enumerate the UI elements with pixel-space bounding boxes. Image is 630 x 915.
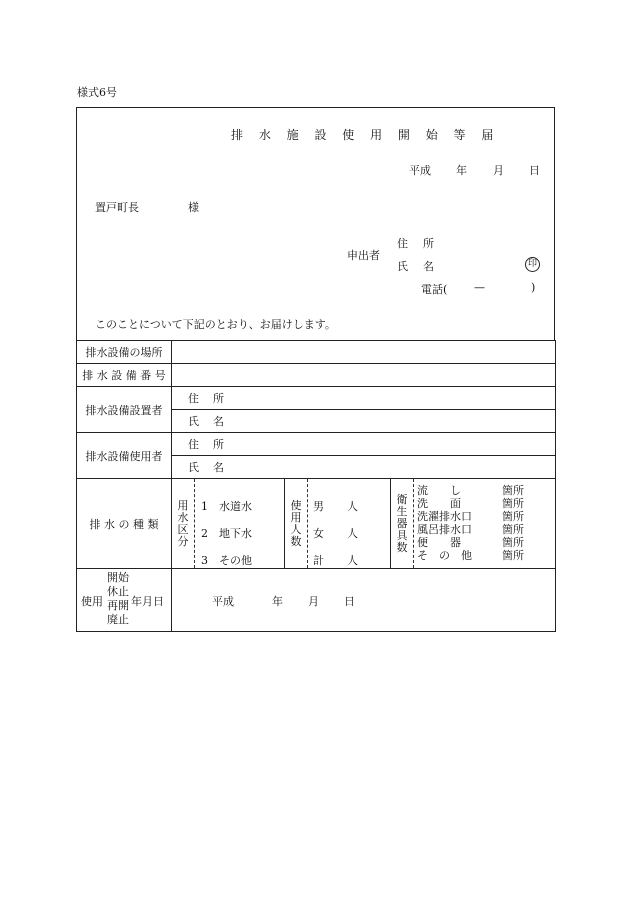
option-resume[interactable]: 再開	[107, 599, 129, 612]
applicant-name-label: 氏	[397, 260, 408, 273]
ul-3: 数	[290, 534, 302, 548]
use-date-label-cell	[77, 569, 172, 632]
fixture-label	[391, 479, 413, 568]
use-date-day: 日	[344, 595, 355, 608]
fl-0: 衛	[396, 492, 408, 506]
unit-place-3: 箇所	[502, 510, 524, 523]
unit-place-5: 箇所	[502, 536, 524, 549]
water-item-1[interactable]: 1 水道水	[201, 500, 252, 513]
fixture-other[interactable]: そ の 他	[417, 549, 472, 562]
divider-dashed-3	[413, 479, 414, 568]
user-address-field[interactable]	[172, 433, 556, 456]
users-female[interactable]: 女	[313, 527, 324, 540]
applicant-name-label-2: 名	[423, 260, 434, 273]
installer-address-field[interactable]	[172, 387, 556, 410]
tel-close: )	[531, 281, 536, 294]
option-abolish[interactable]: 廃止	[107, 613, 129, 626]
installer-addr-b: 所	[213, 392, 224, 405]
ul-2: 人	[290, 522, 302, 536]
installer-name-a: 氏	[188, 415, 199, 428]
kind-label: 排 水 の 種 類	[77, 479, 172, 569]
location-label: 排水設備の場所	[77, 341, 172, 364]
user-addr-b: 所	[213, 438, 224, 451]
date-era: 平成	[409, 164, 431, 177]
fl-3: 具	[396, 528, 408, 542]
wc-1: 水	[177, 510, 189, 524]
date-year: 年	[456, 164, 467, 177]
tel-label: 電話(	[421, 283, 448, 296]
row-location	[77, 341, 556, 364]
water-item-2[interactable]: 2 地下水	[201, 527, 252, 540]
ul-1: 用	[290, 510, 302, 524]
number-field[interactable]	[172, 364, 556, 387]
water-item-3[interactable]: 3 その他	[201, 554, 252, 567]
use-date-label-a: 使用	[81, 595, 103, 608]
fixture-bath[interactable]: 風呂排水口	[417, 523, 472, 536]
fl-4: 数	[396, 540, 408, 554]
divider-dashed-1	[194, 479, 195, 568]
wc-3: 分	[177, 534, 189, 548]
water-class-label	[172, 479, 194, 568]
use-date-month: 月	[308, 595, 319, 608]
row-kind	[77, 479, 556, 569]
unit-person-1: 人	[347, 500, 358, 513]
users-male[interactable]: 男	[313, 500, 324, 513]
form-title: 排 水 施 設 使 用 開 始 等 届	[231, 128, 500, 142]
fixture-toilet[interactable]: 便 器	[417, 536, 461, 549]
installer-name-b: 名	[213, 415, 224, 428]
installer-addr-a: 住	[188, 392, 199, 405]
unit-place-4: 箇所	[502, 523, 524, 536]
date-day: 日	[529, 164, 540, 177]
unit-place-1: 箇所	[502, 484, 524, 497]
users-total[interactable]: 計	[313, 554, 324, 567]
user-addr-a: 住	[188, 438, 199, 451]
use-date-year: 年	[272, 595, 283, 608]
addressee: 置戸町長	[95, 201, 139, 214]
details-table	[76, 340, 556, 632]
applicant-address-label: 住	[397, 237, 408, 250]
user-name-b: 名	[213, 461, 224, 474]
form-number: 様式6号	[77, 86, 117, 99]
fixture-sink[interactable]: 流 し	[417, 484, 461, 497]
row-use-date	[77, 569, 556, 632]
tel-dash: —	[474, 281, 485, 294]
row-installer-address	[77, 387, 556, 410]
user-name-field[interactable]	[172, 456, 556, 479]
unit-person-3: 人	[347, 554, 358, 567]
use-date-options	[105, 571, 131, 627]
unit-place-6: 箇所	[502, 549, 524, 562]
divider-dashed-2	[307, 479, 308, 568]
kind-cell	[172, 479, 556, 569]
row-user-address	[77, 433, 556, 456]
location-field[interactable]	[172, 341, 556, 364]
user-name-a: 氏	[188, 461, 199, 474]
wc-0: 用	[177, 498, 189, 512]
ul-0: 使	[290, 498, 302, 512]
wc-2: 区	[177, 522, 189, 536]
unit-place-2: 箇所	[502, 497, 524, 510]
number-label: 排 水 設 備 番 号	[77, 364, 172, 387]
option-suspend[interactable]: 休止	[107, 585, 129, 598]
installer-label: 排水設備設置者	[77, 387, 172, 433]
applicant-address-label-2: 所	[423, 237, 434, 250]
option-start[interactable]: 開始	[107, 571, 129, 584]
fixture-washbasin[interactable]: 洗 面	[417, 497, 461, 510]
use-date-field[interactable]	[172, 569, 556, 632]
users-label	[285, 479, 307, 568]
use-date-era: 平成	[212, 595, 234, 608]
fl-1: 生	[396, 504, 408, 518]
installer-name-field[interactable]	[172, 410, 556, 433]
use-date-label-b: 年月日	[131, 595, 164, 608]
row-number	[77, 364, 556, 387]
date-month: 月	[493, 164, 504, 177]
honorific: 様	[188, 201, 199, 214]
fixture-laundry[interactable]: 洗濯排水口	[417, 510, 472, 523]
unit-person-2: 人	[347, 527, 358, 540]
notice-text: このことについて下記のとおり、お届けします。	[95, 318, 336, 331]
seal-mark: 印	[525, 257, 540, 272]
applicant-label: 申出者	[347, 249, 380, 262]
user-label: 排水設備使用者	[77, 433, 172, 479]
fl-2: 器	[396, 516, 408, 530]
